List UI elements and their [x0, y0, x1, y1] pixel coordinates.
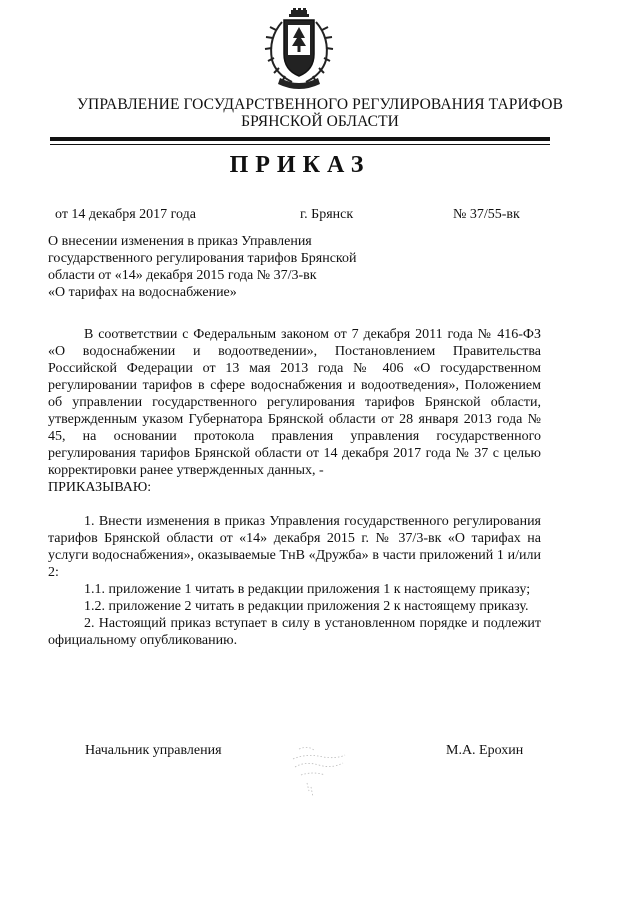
item-1: 1. Внести изменения в приказ Управления государственного регулирования тарифов Брянской области от «14» декабря 2015 г. № 37/3-вк «О тарифах на услуги водоснабжения», оказываемые ТнВ «Дружба» в части приложений 1 и/или 2:: [48, 514, 541, 580]
document-number: № 37/55-вк: [453, 207, 520, 222]
order-word: ПРИКАЗЫВАЮ:: [48, 480, 152, 495]
issuer-header: [40, 96, 600, 130]
header-rule-thick: [50, 137, 550, 141]
item-2: 2. Настоящий приказ вступает в силу в установленном порядке и подлежит официальному опубликованию.: [48, 616, 541, 648]
document-subject: [48, 233, 408, 301]
crown-icon: [289, 8, 309, 17]
ribbon-icon: [278, 78, 320, 89]
document-date: от 14 декабря 2017 года: [55, 207, 196, 222]
signatory-name: М.А. Ерохин: [446, 743, 524, 758]
header-rule-thin: [50, 144, 550, 145]
document-city: г. Брянск: [300, 207, 354, 222]
document-body: [48, 326, 541, 649]
subject-line: области от «14» декабря 2015 года № 37/3-вк: [48, 268, 317, 283]
signature-mark: [285, 743, 355, 803]
issuer-line-2: БРЯНСКОЙ ОБЛАСТИ: [241, 113, 399, 130]
issuer-line-1: УПРАВЛЕНИЕ ГОСУДАРСТВЕННОГО РЕГУЛИРОВАНИЯ ТАРИФОВ: [76, 96, 564, 113]
signatory-position: Начальник управления: [85, 743, 222, 758]
coat-of-arms-emblem: [262, 8, 336, 92]
preamble-paragraph: В соответствии с Федеральным законом от 7 декабря 2011 года № 416-ФЗ «О водоснабжении и водоотведении», Постановлением Правительства Российской Федерации от 13 мая 2013 года № 406 «О государственном регулировании тарифов в сфере водоснабжения и водоотведения», Положением об управлении государственного регулирования тарифов Брянской области, утвержденным указом Губернатора Брянской области от 28 января 2013 года № 45, на основании протокола правления управления государственного регулирования тарифов Брянской области от 14 декабря 2017 года № 37 с целью корректировки ранее утвержденных данных, -: [48, 327, 541, 478]
subject-line: О внесении изменения в приказ Управления: [48, 234, 312, 249]
item-1-2: 1.2. приложение 2 читать в редакции приложения 2 к настоящему приказу.: [84, 599, 529, 614]
subject-line: государственного регулирования тарифов Брянской: [48, 251, 357, 266]
subject-line: «О тарифах на водоснабжение»: [48, 285, 237, 300]
document-title: ПРИКАЗ: [229, 152, 371, 178]
item-1-1: 1.1. приложение 1 читать в редакции приложения 1 к настоящему приказу;: [84, 582, 531, 597]
